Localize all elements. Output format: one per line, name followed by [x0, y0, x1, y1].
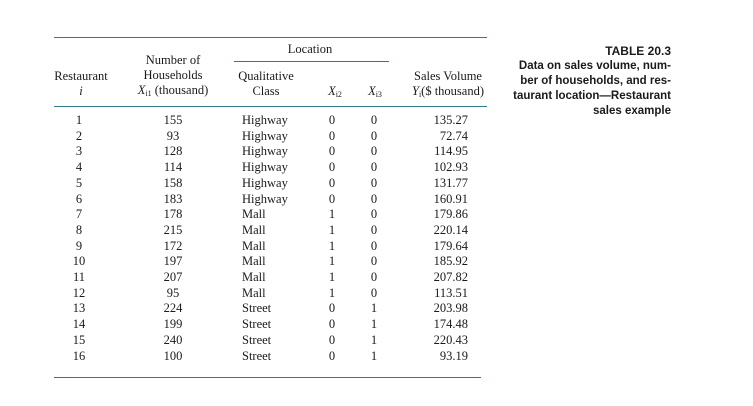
sales-cell: 113.51: [434, 285, 468, 300]
x2-cell: 1: [328, 254, 336, 269]
x2-cell: 0: [328, 128, 336, 143]
restaurant-cell: 3: [75, 144, 83, 159]
restaurant-cell: 11: [72, 270, 86, 284]
sales-volume-header: [406, 69, 490, 102]
caption-line-2: ber of households, and res-: [520, 75, 671, 87]
x2-cell: 1: [328, 238, 336, 253]
sales-cell: 179.64: [433, 238, 468, 253]
restaurant-cell: 15: [72, 332, 86, 347]
class-cell: Street: [242, 348, 272, 363]
table-caption: [495, 44, 671, 119]
x3-cell: 0: [370, 222, 378, 237]
households-cell: 128: [163, 144, 183, 159]
restaurant-cell: 9: [75, 238, 83, 253]
households-cell: 155: [163, 113, 183, 127]
households-subscript: i1: [145, 89, 152, 98]
x3-cell: 0: [370, 144, 378, 159]
households-symbol: X: [137, 83, 146, 97]
households-cell: 178: [163, 207, 183, 222]
x2-cell: 0: [328, 113, 336, 127]
households-header-line2: Households: [143, 68, 203, 82]
class-cell: Street: [242, 317, 272, 332]
households-cell: 215: [163, 222, 183, 237]
class-cell: Mall: [242, 285, 266, 300]
x3-cell: 0: [370, 175, 378, 190]
class-cell: Street: [242, 301, 272, 316]
x2-cell: 1: [328, 207, 336, 222]
x3-subscript: i3: [375, 90, 382, 99]
households-header-line1: Number of: [145, 53, 201, 67]
sales-cell: 93.19: [439, 348, 468, 363]
top-rule: [54, 37, 487, 38]
households-cell: 93: [166, 128, 180, 143]
class-cell: Highway: [242, 144, 288, 159]
bottom-rule: [54, 377, 481, 378]
qualitative-header-line1: Qualitative: [238, 69, 294, 83]
restaurant-cell: 10: [72, 254, 86, 269]
households-cell: 114: [163, 160, 183, 175]
x3-cell: 0: [370, 128, 378, 143]
x2-cell: 0: [328, 332, 336, 347]
sales-cell: 102.93: [433, 160, 468, 175]
x3-cell: 0: [370, 207, 378, 222]
sales-unit: ($ thousand): [421, 84, 485, 98]
households-header: [128, 53, 218, 101]
restaurant-cell: 2: [75, 128, 83, 143]
x2-subscript: i2: [335, 90, 342, 99]
sales-cell: 220.43: [433, 332, 468, 347]
restaurant-cell: 12: [72, 285, 86, 300]
restaurant-cell: 1: [75, 113, 83, 127]
x2-symbol: X: [328, 84, 336, 98]
restaurant-header-index: i: [79, 84, 83, 98]
sales-cell: 185.92: [433, 254, 468, 269]
x2-cell: 0: [328, 191, 336, 206]
class-cell: Mall: [242, 222, 266, 237]
households-cell: 197: [163, 254, 183, 269]
sales-cell: 160.91: [433, 191, 468, 206]
x3-cell: 0: [370, 113, 378, 127]
restaurant-header: [48, 69, 114, 99]
x3-cell: 0: [370, 270, 378, 284]
caption-line-1: Data on sales volume, num-: [518, 60, 671, 72]
class-cell: Street: [242, 332, 272, 347]
class-cell: Highway: [242, 191, 288, 206]
caption-line-3: taurant location—Restaurant: [513, 90, 671, 102]
class-cell: Highway: [242, 160, 288, 175]
class-cell: Highway: [242, 128, 288, 143]
sales-cell: 179.86: [433, 207, 468, 222]
sales-subscript: i: [418, 90, 422, 99]
x2-cell: 1: [328, 285, 336, 300]
qualitative-header-line2: Class: [252, 84, 280, 98]
households-unit: (thousand): [154, 83, 209, 97]
class-cell: Mall: [242, 254, 266, 269]
class-cell: Mall: [242, 238, 266, 253]
sales-cell: 114.95: [434, 144, 468, 159]
x2-cell: 0: [328, 144, 336, 159]
x2-cell: 1: [328, 270, 336, 284]
households-cell: 95: [166, 285, 180, 300]
restaurant-header-line1: Restaurant: [54, 69, 108, 83]
sales-symbol: Y: [411, 84, 419, 98]
x3-cell: 0: [370, 238, 378, 253]
qualitative-class-header: [230, 69, 302, 99]
restaurant-cell: 6: [75, 191, 83, 206]
class-cell: Highway: [242, 175, 288, 190]
households-header-line3: [128, 83, 218, 101]
households-cell: 100: [163, 348, 183, 363]
class-cell: Highway: [242, 113, 288, 127]
x3-symbol: X: [368, 84, 376, 98]
sales-cell: 174.48: [433, 317, 468, 332]
x3-cell: 0: [370, 254, 378, 269]
x2-cell: 0: [328, 348, 336, 363]
x3-cell: 0: [370, 160, 378, 175]
x2-header: [320, 84, 350, 102]
households-cell: 207: [163, 270, 183, 284]
sales-cell: 131.77: [433, 175, 468, 190]
x3-cell: 1: [370, 317, 378, 332]
x2-cell: 0: [328, 301, 336, 316]
x2-cell: 0: [328, 160, 336, 175]
households-cell: 183: [163, 191, 183, 206]
x3-cell: 1: [370, 332, 378, 347]
households-cell: 158: [163, 175, 183, 190]
households-cell: 172: [163, 238, 183, 253]
restaurant-cell: 5: [75, 175, 83, 190]
sales-cell: 135.27: [433, 113, 468, 127]
restaurant-cell: 4: [75, 160, 83, 175]
sales-cell: 207.82: [433, 270, 468, 284]
caption-line-4: sales example: [592, 105, 671, 117]
x3-cell: 0: [370, 191, 378, 206]
table-number: TABLE 20.3: [605, 44, 671, 58]
restaurant-cell: 7: [75, 207, 83, 222]
header-bottom-rule: [54, 106, 487, 107]
x3-cell: 1: [370, 348, 378, 363]
restaurant-cell: 14: [72, 317, 86, 332]
sales-header-line1: Sales Volume: [414, 69, 482, 83]
x3-header: [360, 84, 390, 102]
restaurant-cell: 8: [75, 222, 83, 237]
location-group-header: Location: [287, 42, 333, 56]
x2-cell: 0: [328, 317, 336, 332]
class-cell: Mall: [242, 270, 266, 284]
location-group-rule: [234, 61, 389, 62]
restaurant-cell: 16: [72, 348, 86, 363]
sales-cell: 72.74: [439, 128, 468, 143]
households-cell: 199: [163, 317, 183, 332]
restaurant-cell: 13: [72, 301, 86, 316]
x3-cell: 1: [370, 301, 378, 316]
class-cell: Mall: [242, 207, 266, 222]
sales-header-line2: [406, 84, 490, 102]
sales-cell: 220.14: [433, 222, 468, 237]
households-cell: 240: [163, 332, 183, 347]
sales-cell: 203.98: [433, 301, 468, 316]
x2-cell: 0: [328, 175, 336, 190]
x3-cell: 0: [370, 285, 378, 300]
households-cell: 224: [163, 301, 183, 316]
x2-cell: 1: [328, 222, 336, 237]
